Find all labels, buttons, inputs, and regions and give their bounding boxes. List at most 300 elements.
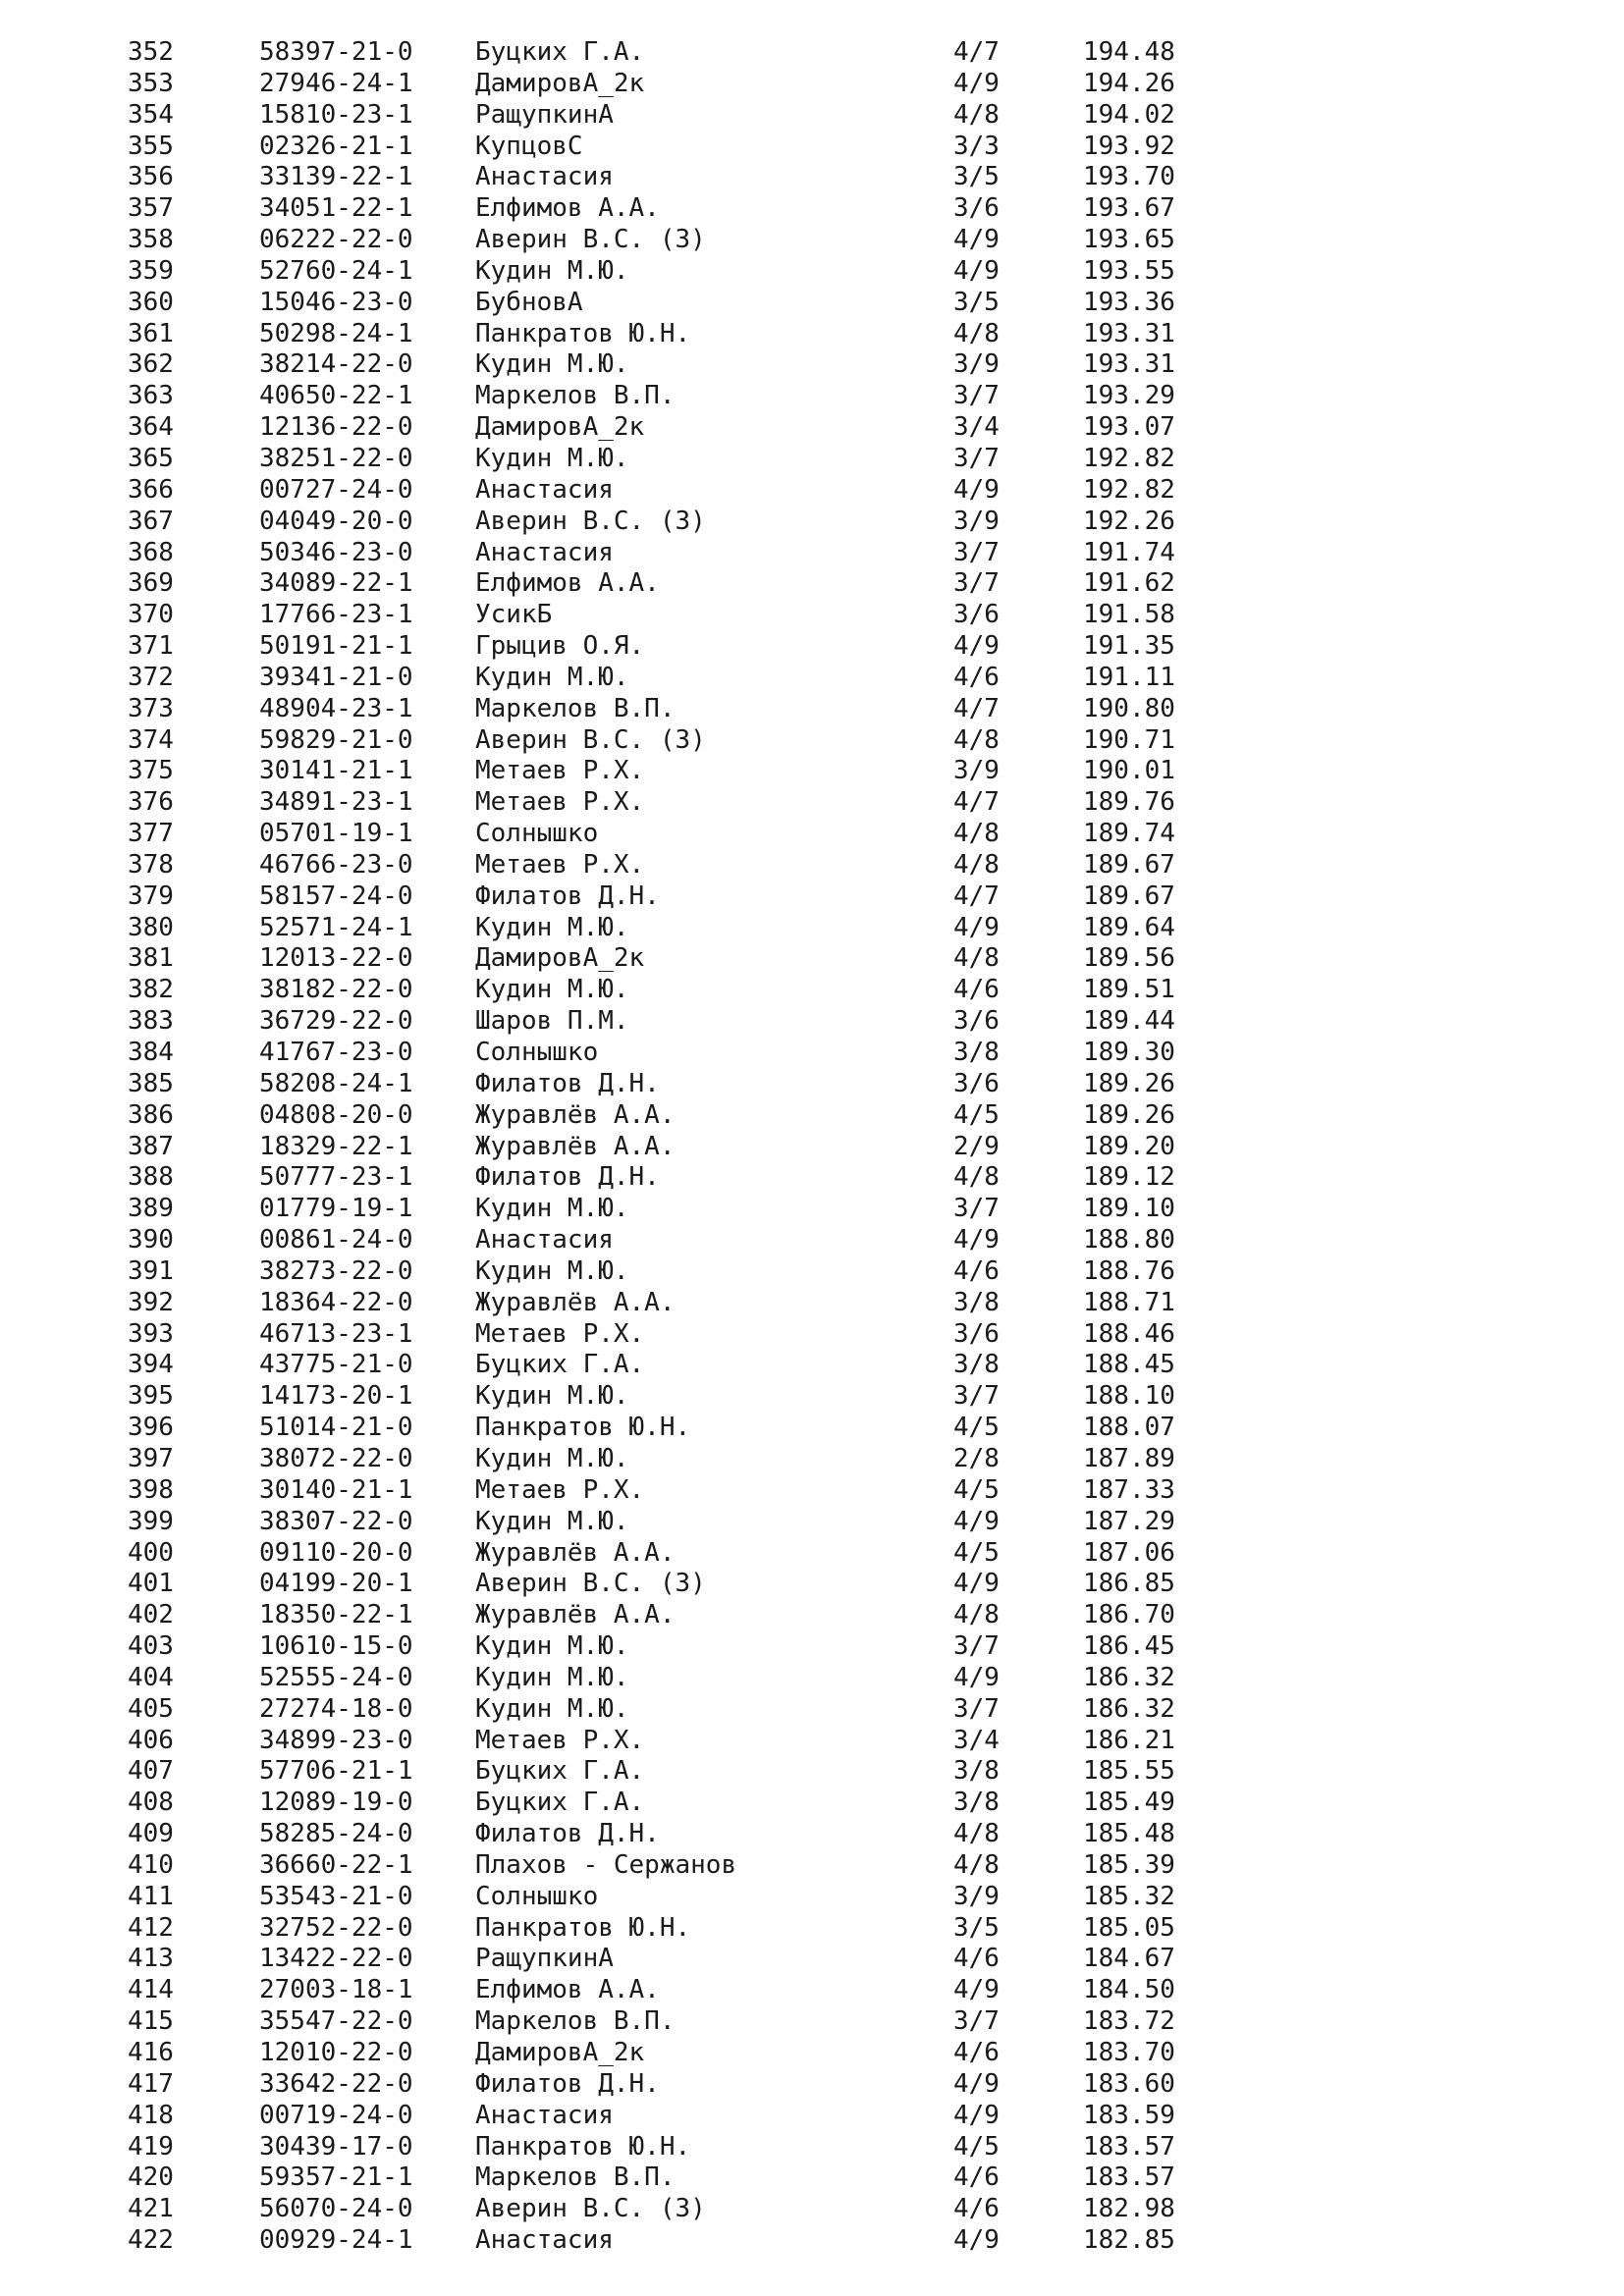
code-cell: 00861-24-0 — [259, 1225, 413, 1255]
owner-cell: РащупкинА — [475, 99, 614, 130]
fraction-cell: 4/7 — [953, 787, 1000, 818]
fraction-cell: 4/6 — [953, 2194, 1000, 2224]
code-cell: 09110-20-0 — [259, 1537, 413, 1568]
code-cell: 30141-21-1 — [259, 756, 413, 786]
owner-cell: Филатов Д.Н. — [475, 881, 660, 911]
score-cell: 193.31 — [1083, 349, 1175, 380]
rank-cell: 420 — [128, 2163, 174, 2193]
score-cell: 189.74 — [1083, 819, 1175, 849]
score-cell: 191.58 — [1083, 600, 1175, 630]
score-cell: 189.56 — [1083, 943, 1175, 974]
code-cell: 27946-24-1 — [259, 68, 413, 98]
table-row — [0, 1944, 1624, 1975]
owner-cell: Метаев Р.Х. — [475, 787, 645, 818]
score-cell: 189.12 — [1083, 1162, 1175, 1193]
code-cell: 59357-21-1 — [259, 2163, 413, 2193]
score-cell: 185.55 — [1083, 1756, 1175, 1787]
fraction-cell: 2/8 — [953, 1443, 1000, 1473]
table-row — [0, 725, 1624, 757]
table-row — [0, 1631, 1624, 1663]
code-cell: 38214-22-0 — [259, 349, 413, 380]
rank-cell: 387 — [128, 1131, 174, 1161]
code-cell: 06222-22-0 — [259, 225, 413, 255]
table-row — [0, 631, 1624, 663]
code-cell: 52760-24-1 — [259, 255, 413, 286]
table-row — [0, 1256, 1624, 1288]
rank-cell: 408 — [128, 1788, 174, 1818]
table-row — [0, 1381, 1624, 1413]
code-cell: 00929-24-1 — [259, 2225, 413, 2256]
fraction-cell: 4/8 — [953, 849, 1000, 880]
score-cell: 189.64 — [1083, 912, 1175, 942]
fraction-cell: 4/7 — [953, 37, 1000, 67]
fraction-cell: 4/9 — [953, 2225, 1000, 2256]
code-cell: 02326-21-1 — [259, 131, 413, 161]
code-cell: 12010-22-0 — [259, 2038, 413, 2067]
code-cell: 38072-22-0 — [259, 1443, 413, 1473]
owner-cell: Кудин М.Ю. — [475, 255, 629, 286]
rank-cell: 399 — [128, 1506, 174, 1536]
score-cell: 188.80 — [1083, 1225, 1175, 1255]
score-cell: 182.85 — [1083, 2225, 1175, 2256]
fraction-cell: 3/7 — [953, 537, 1000, 567]
score-cell: 191.74 — [1083, 537, 1175, 567]
rank-cell: 391 — [128, 1255, 174, 1286]
table-row — [0, 1569, 1624, 1600]
owner-cell: Солнышко — [475, 819, 599, 849]
fraction-cell: 2/9 — [953, 1131, 1000, 1161]
fraction-cell: 3/6 — [953, 1006, 1000, 1037]
rank-cell: 405 — [128, 1693, 174, 1724]
code-cell: 18350-22-1 — [259, 1600, 413, 1630]
code-cell: 01779-19-1 — [259, 1194, 413, 1224]
code-cell: 04808-20-0 — [259, 1099, 413, 1130]
owner-cell: БубновА — [475, 287, 583, 317]
table-row — [0, 2069, 1624, 2101]
score-cell: 189.20 — [1083, 1131, 1175, 1161]
table-row — [0, 1132, 1624, 1163]
code-cell: 34051-22-1 — [259, 193, 413, 224]
code-cell: 58157-24-0 — [259, 881, 413, 911]
fraction-cell: 3/5 — [953, 287, 1000, 317]
score-cell: 186.32 — [1083, 1693, 1175, 1724]
fraction-cell: 4/8 — [953, 724, 1000, 755]
results-table — [0, 37, 1624, 2257]
owner-cell: Панкратов Ю.Н. — [475, 2131, 691, 2162]
score-cell: 189.76 — [1083, 787, 1175, 818]
owner-cell: Метаев Р.Х. — [475, 1318, 645, 1349]
rank-cell: 410 — [128, 1849, 174, 1880]
code-cell: 38307-22-0 — [259, 1506, 413, 1536]
rank-cell: 362 — [128, 349, 174, 380]
owner-cell: ДамировА_2к — [475, 68, 645, 98]
fraction-cell: 4/8 — [953, 1162, 1000, 1193]
fraction-cell: 3/7 — [953, 568, 1000, 599]
table-row — [0, 1444, 1624, 1475]
fraction-cell: 3/7 — [953, 381, 1000, 411]
owner-cell: КупцовС — [475, 131, 583, 161]
owner-cell: Кудин М.Ю. — [475, 912, 629, 942]
fraction-cell: 4/5 — [953, 1413, 1000, 1443]
code-cell: 36729-22-0 — [259, 1006, 413, 1037]
owner-cell: Буцких Г.А. — [475, 1756, 645, 1787]
fraction-cell: 4/7 — [953, 693, 1000, 723]
rank-cell: 352 — [128, 37, 174, 67]
code-cell: 15810-23-1 — [259, 99, 413, 130]
score-cell: 192.82 — [1083, 474, 1175, 505]
code-cell: 50298-24-1 — [259, 318, 413, 348]
score-cell: 194.26 — [1083, 68, 1175, 98]
rank-cell: 379 — [128, 881, 174, 911]
score-cell: 187.29 — [1083, 1506, 1175, 1536]
table-row — [0, 756, 1624, 787]
table-row — [0, 1288, 1624, 1319]
rank-cell: 372 — [128, 662, 174, 692]
table-row — [0, 2163, 1624, 2194]
owner-cell: Анастасия — [475, 2100, 614, 2130]
code-cell: 34899-23-0 — [259, 1725, 413, 1755]
table-row — [0, 943, 1624, 975]
table-row — [0, 2006, 1624, 2038]
owner-cell: Аверин В.С. (З) — [475, 225, 706, 255]
score-cell: 193.92 — [1083, 131, 1175, 161]
fraction-cell: 3/5 — [953, 1912, 1000, 1943]
score-cell: 192.82 — [1083, 443, 1175, 473]
rank-cell: 374 — [128, 724, 174, 755]
fraction-cell: 4/5 — [953, 1537, 1000, 1568]
table-row — [0, 1538, 1624, 1570]
code-cell: 52555-24-0 — [259, 1662, 413, 1692]
rank-cell: 368 — [128, 537, 174, 567]
rank-cell: 360 — [128, 287, 174, 317]
score-cell: 188.46 — [1083, 1318, 1175, 1349]
code-cell: 59829-21-0 — [259, 724, 413, 755]
rank-cell: 367 — [128, 506, 174, 536]
score-cell: 194.02 — [1083, 99, 1175, 130]
rank-cell: 419 — [128, 2131, 174, 2162]
owner-cell: ДамировА_2к — [475, 412, 645, 443]
rank-cell: 359 — [128, 255, 174, 286]
score-cell: 184.50 — [1083, 1975, 1175, 2005]
fraction-cell: 4/9 — [953, 2068, 1000, 2099]
code-cell: 10610-15-0 — [259, 1631, 413, 1662]
owner-cell: Маркелов В.П. — [475, 2163, 676, 2193]
table-row — [0, 568, 1624, 600]
owner-cell: Кудин М.Ю. — [475, 975, 629, 1005]
code-cell: 52571-24-1 — [259, 912, 413, 942]
rank-cell: 421 — [128, 2194, 174, 2224]
score-cell: 189.67 — [1083, 881, 1175, 911]
fraction-cell: 3/7 — [953, 443, 1000, 473]
owner-cell: Метаев Р.Х. — [475, 756, 645, 786]
table-row — [0, 475, 1624, 507]
score-cell: 186.70 — [1083, 1600, 1175, 1630]
owner-cell: Маркелов В.П. — [475, 2006, 676, 2037]
rank-cell: 357 — [128, 193, 174, 224]
owner-cell: Солнышко — [475, 1881, 599, 1911]
rank-cell: 378 — [128, 849, 174, 880]
score-cell: 189.26 — [1083, 1068, 1175, 1098]
score-cell: 193.31 — [1083, 318, 1175, 348]
table-row — [0, 288, 1624, 319]
owner-cell: Филатов Д.Н. — [475, 1068, 660, 1098]
fraction-cell: 3/7 — [953, 2006, 1000, 2037]
owner-cell: Аверин В.С. (З) — [475, 1569, 706, 1599]
rank-cell: 422 — [128, 2225, 174, 2256]
owner-cell: Кудин М.Ю. — [475, 662, 629, 692]
table-row — [0, 1194, 1624, 1225]
rank-cell: 355 — [128, 131, 174, 161]
fraction-cell: 4/5 — [953, 1099, 1000, 1130]
code-cell: 50777-23-1 — [259, 1162, 413, 1193]
owner-cell: Буцких Г.А. — [475, 37, 645, 67]
table-row — [0, 1663, 1624, 1694]
score-cell: 193.55 — [1083, 255, 1175, 286]
table-row — [0, 913, 1624, 944]
rank-cell: 402 — [128, 1600, 174, 1630]
fraction-cell: 4/8 — [953, 819, 1000, 849]
fraction-cell: 3/9 — [953, 506, 1000, 536]
score-cell: 185.32 — [1083, 1881, 1175, 1911]
fraction-cell: 3/8 — [953, 1287, 1000, 1317]
table-row — [0, 37, 1624, 69]
rank-cell: 358 — [128, 225, 174, 255]
score-cell: 189.44 — [1083, 1006, 1175, 1037]
owner-cell: Кудин М.Ю. — [475, 1381, 629, 1412]
owner-cell: Грыцив О.Я. — [475, 631, 645, 662]
rank-cell: 407 — [128, 1756, 174, 1787]
fraction-cell: 3/6 — [953, 1318, 1000, 1349]
fraction-cell: 4/9 — [953, 631, 1000, 662]
rank-cell: 415 — [128, 2006, 174, 2037]
score-cell: 186.45 — [1083, 1631, 1175, 1662]
rank-cell: 418 — [128, 2100, 174, 2130]
table-row — [0, 2225, 1624, 2257]
rank-cell: 411 — [128, 1881, 174, 1911]
owner-cell: Кудин М.Ю. — [475, 443, 629, 473]
rank-cell: 383 — [128, 1006, 174, 1037]
score-cell: 186.21 — [1083, 1725, 1175, 1755]
fraction-cell: 3/7 — [953, 1381, 1000, 1412]
owner-cell: Кудин М.Ю. — [475, 1506, 629, 1536]
rank-cell: 375 — [128, 756, 174, 786]
owner-cell: Анастасия — [475, 2225, 614, 2256]
code-cell: 35547-22-0 — [259, 2006, 413, 2037]
code-cell: 04199-20-1 — [259, 1569, 413, 1599]
code-cell: 58397-21-0 — [259, 37, 413, 67]
owner-cell: Аверин В.С. (З) — [475, 2194, 706, 2224]
rank-cell: 388 — [128, 1162, 174, 1193]
owner-cell: Елфимов А.А. — [475, 193, 660, 224]
rank-cell: 373 — [128, 693, 174, 723]
owner-cell: Метаев Р.Х. — [475, 849, 645, 880]
table-row — [0, 1694, 1624, 1726]
score-cell: 188.10 — [1083, 1381, 1175, 1412]
code-cell: 33642-22-0 — [259, 2068, 413, 2099]
table-row — [0, 132, 1624, 163]
table-row — [0, 1225, 1624, 1256]
rank-cell: 416 — [128, 2038, 174, 2067]
table-row — [0, 1069, 1624, 1100]
fraction-cell: 4/6 — [953, 1944, 1000, 1974]
fraction-cell: 4/9 — [953, 474, 1000, 505]
owner-cell: Анастасия — [475, 1225, 614, 1255]
table-row — [0, 975, 1624, 1006]
code-cell: 13422-22-0 — [259, 1944, 413, 1974]
table-row — [0, 819, 1624, 850]
fraction-cell: 4/8 — [953, 943, 1000, 974]
fraction-cell: 4/9 — [953, 1662, 1000, 1692]
rank-cell: 398 — [128, 1474, 174, 1505]
score-cell: 186.32 — [1083, 1662, 1175, 1692]
code-cell: 05701-19-1 — [259, 819, 413, 849]
code-cell: 30439-17-0 — [259, 2131, 413, 2162]
rank-cell: 365 — [128, 443, 174, 473]
owner-cell: Филатов Д.Н. — [475, 1162, 660, 1193]
owner-cell: ДамировА_2к — [475, 943, 645, 974]
code-cell: 50191-21-1 — [259, 631, 413, 662]
owner-cell: Елфимов А.А. — [475, 568, 660, 599]
fraction-cell: 3/7 — [953, 1631, 1000, 1662]
table-row — [0, 1975, 1624, 2006]
owner-cell: Плахов - Сержанов — [475, 1849, 737, 1880]
table-row — [0, 2132, 1624, 2163]
code-cell: 00719-24-0 — [259, 2100, 413, 2130]
table-row — [0, 1475, 1624, 1507]
rank-cell: 406 — [128, 1725, 174, 1755]
owner-cell: Маркелов В.П. — [475, 381, 676, 411]
owner-cell: Кудин М.Ю. — [475, 349, 629, 380]
code-cell: 14173-20-1 — [259, 1381, 413, 1412]
rank-cell: 370 — [128, 600, 174, 630]
code-cell: 46766-23-0 — [259, 849, 413, 880]
rank-cell: 371 — [128, 631, 174, 662]
code-cell: 58208-24-1 — [259, 1068, 413, 1098]
fraction-cell: 4/6 — [953, 662, 1000, 692]
owner-cell: Аверин В.С. (З) — [475, 724, 706, 755]
code-cell: 18364-22-0 — [259, 1287, 413, 1317]
fraction-cell: 4/9 — [953, 1506, 1000, 1536]
rank-cell: 417 — [128, 2068, 174, 2099]
rank-cell: 400 — [128, 1537, 174, 1568]
rank-cell: 364 — [128, 412, 174, 443]
table-row — [0, 1726, 1624, 1757]
rank-cell: 401 — [128, 1569, 174, 1599]
owner-cell: Метаев Р.Х. — [475, 1474, 645, 1505]
fraction-cell: 3/8 — [953, 1788, 1000, 1818]
rank-cell: 366 — [128, 474, 174, 505]
table-row — [0, 1913, 1624, 1945]
fraction-cell: 4/6 — [953, 2163, 1000, 2193]
rank-cell: 356 — [128, 162, 174, 192]
fraction-cell: 4/6 — [953, 2038, 1000, 2067]
owner-cell: Журавлёв А.А. — [475, 1287, 676, 1317]
code-cell: 38251-22-0 — [259, 443, 413, 473]
code-cell: 32752-22-0 — [259, 1912, 413, 1943]
score-cell: 189.51 — [1083, 975, 1175, 1005]
score-cell: 190.01 — [1083, 756, 1175, 786]
table-row — [0, 319, 1624, 350]
code-cell: 18329-22-1 — [259, 1131, 413, 1161]
table-row — [0, 507, 1624, 538]
table-row — [0, 538, 1624, 569]
score-cell: 185.49 — [1083, 1788, 1175, 1818]
fraction-cell: 4/9 — [953, 912, 1000, 942]
score-cell: 193.65 — [1083, 225, 1175, 255]
rank-cell: 409 — [128, 1819, 174, 1849]
fraction-cell: 4/9 — [953, 1975, 1000, 2005]
code-cell: 33139-22-1 — [259, 162, 413, 192]
table-row — [0, 694, 1624, 725]
fraction-cell: 4/9 — [953, 225, 1000, 255]
rank-cell: 413 — [128, 1944, 174, 1974]
owner-cell: Панкратов Ю.Н. — [475, 318, 691, 348]
owner-cell: Елфимов А.А. — [475, 1975, 660, 2005]
score-cell: 188.45 — [1083, 1350, 1175, 1380]
fraction-cell: 3/8 — [953, 1350, 1000, 1380]
score-cell: 192.26 — [1083, 506, 1175, 536]
score-cell: 187.89 — [1083, 1443, 1175, 1473]
owner-cell: Шаров П.М. — [475, 1006, 629, 1037]
score-cell: 193.29 — [1083, 381, 1175, 411]
owner-cell: Филатов Д.Н. — [475, 1819, 660, 1849]
score-cell: 186.85 — [1083, 1569, 1175, 1599]
code-cell: 12013-22-0 — [259, 943, 413, 974]
fraction-cell: 3/4 — [953, 412, 1000, 443]
score-cell: 183.72 — [1083, 2006, 1175, 2037]
code-cell: 50346-23-0 — [259, 537, 413, 567]
owner-cell: Анастасия — [475, 474, 614, 505]
fraction-cell: 4/9 — [953, 255, 1000, 286]
score-cell: 185.05 — [1083, 1912, 1175, 1943]
score-cell: 189.30 — [1083, 1038, 1175, 1067]
table-row — [0, 1788, 1624, 1819]
score-cell: 183.60 — [1083, 2068, 1175, 2099]
table-row — [0, 381, 1624, 412]
rank-cell: 390 — [128, 1225, 174, 1255]
score-cell: 183.59 — [1083, 2100, 1175, 2130]
table-row — [0, 850, 1624, 881]
rank-cell: 369 — [128, 568, 174, 599]
score-cell: 183.57 — [1083, 2131, 1175, 2162]
owner-cell: Журавлёв А.А. — [475, 1537, 676, 1568]
code-cell: 12089-19-0 — [259, 1788, 413, 1818]
code-cell: 48904-23-1 — [259, 693, 413, 723]
score-cell: 189.67 — [1083, 849, 1175, 880]
score-cell: 193.67 — [1083, 193, 1175, 224]
fraction-cell: 3/9 — [953, 1881, 1000, 1911]
table-row — [0, 787, 1624, 819]
code-cell: 53543-21-0 — [259, 1881, 413, 1911]
score-cell: 191.11 — [1083, 662, 1175, 692]
rank-cell: 403 — [128, 1631, 174, 1662]
rank-cell: 395 — [128, 1381, 174, 1412]
table-row — [0, 256, 1624, 288]
owner-cell: Журавлёв А.А. — [475, 1099, 676, 1130]
table-row — [0, 1100, 1624, 1132]
code-cell: 34891-23-1 — [259, 787, 413, 818]
fraction-cell: 3/5 — [953, 162, 1000, 192]
code-cell: 40650-22-1 — [259, 381, 413, 411]
score-cell: 185.48 — [1083, 1819, 1175, 1849]
table-row — [0, 1319, 1624, 1351]
table-row — [0, 193, 1624, 225]
code-cell: 15046-23-0 — [259, 287, 413, 317]
table-row — [0, 1882, 1624, 1913]
code-cell: 17766-23-1 — [259, 600, 413, 630]
code-cell: 30140-21-1 — [259, 1474, 413, 1505]
rank-cell: 404 — [128, 1662, 174, 1692]
